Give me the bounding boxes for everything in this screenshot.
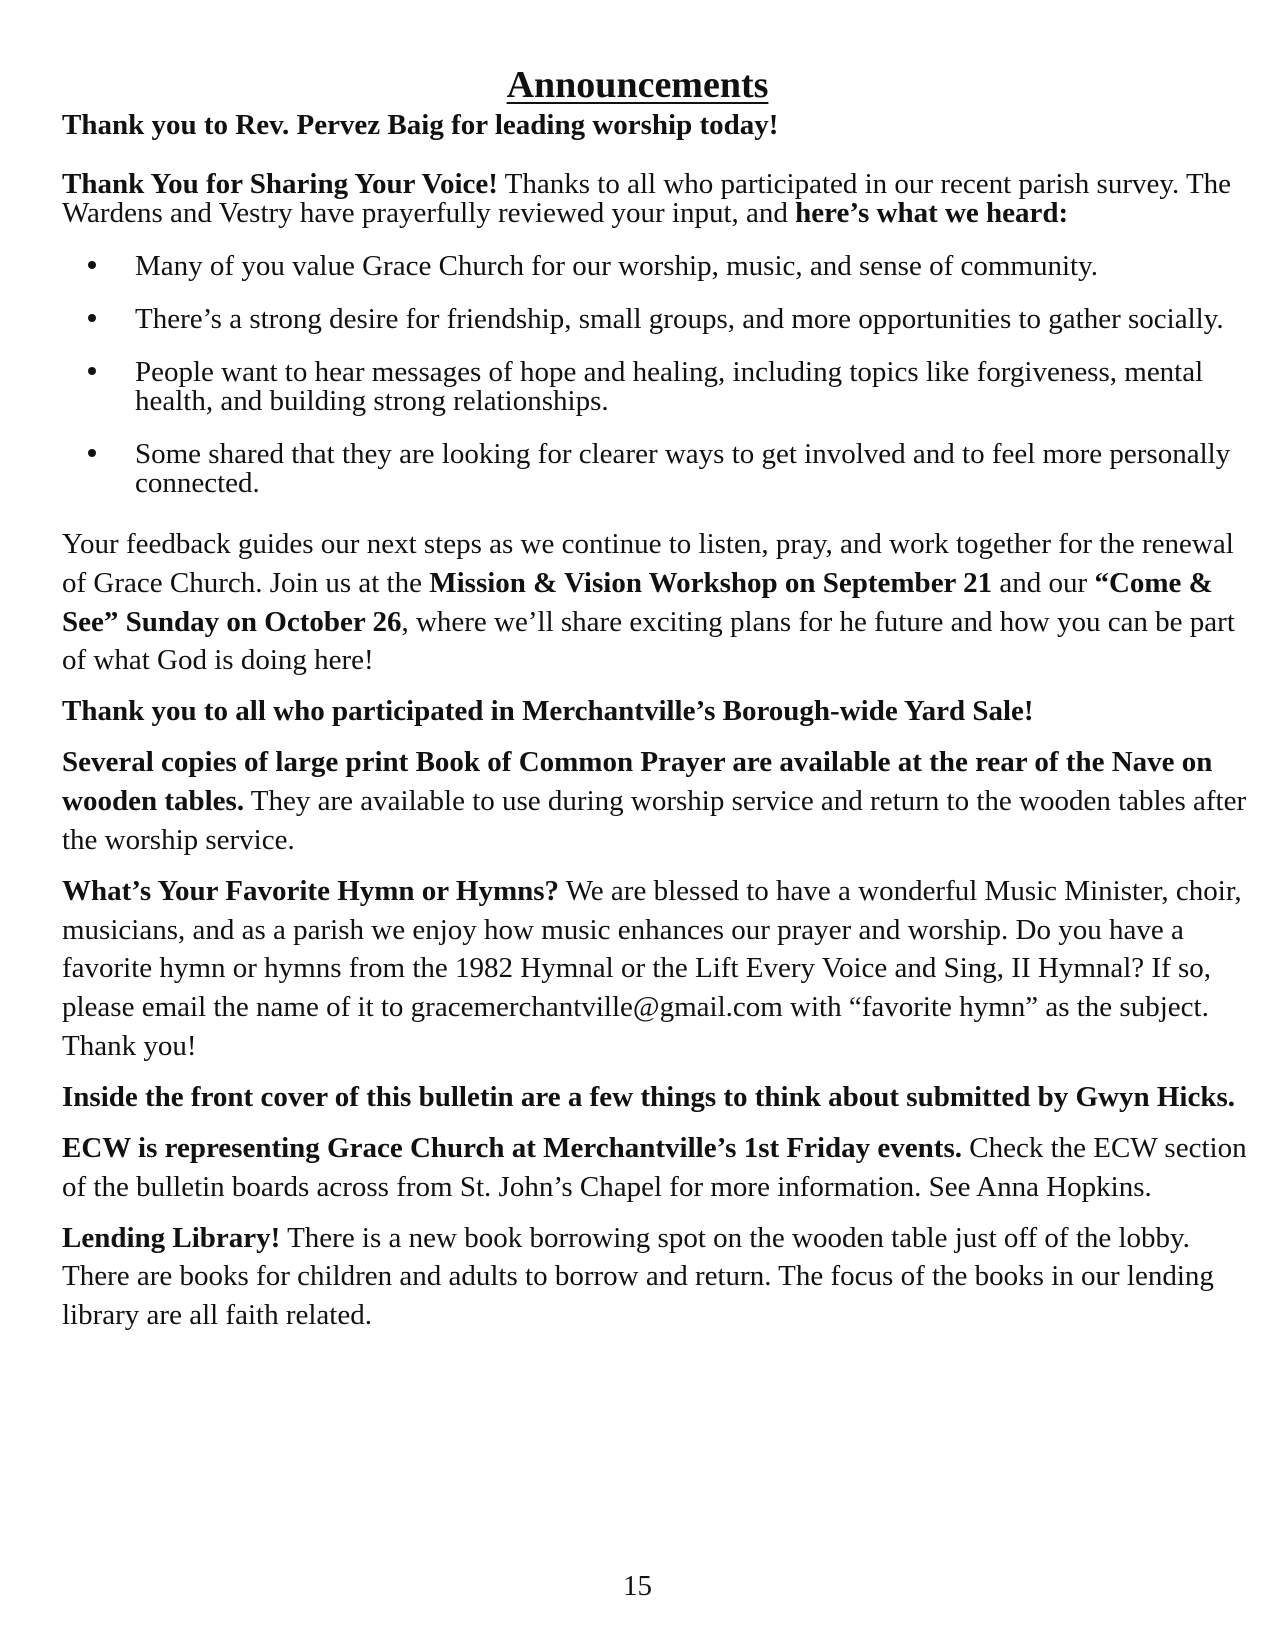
yard-sale-text: Thank you to all who participated in Merchantville’s Borough-wide Yard Sale! xyxy=(62,695,1034,728)
hymn-heading: What’s Your Favorite Hymn or Hymns? xyxy=(62,874,560,907)
bullet-icon xyxy=(88,261,96,269)
survey-finding-text: People want to hear messages of hope and healing, including topics like forgiveness, mental health, and building strong relationships. xyxy=(135,355,1204,417)
hymn-announcement xyxy=(62,872,1252,1066)
bullet-icon xyxy=(88,449,96,457)
feedback-text-2: and our xyxy=(992,566,1095,599)
ecw-text: Check the ECW section of the bulletin boards across from St. John’s Chapel for more information. See Anna Hopkins. xyxy=(62,1131,1247,1203)
survey-heard: here’s what we heard: xyxy=(795,196,1069,229)
list-item xyxy=(62,355,1252,417)
prayer-book-announcement xyxy=(62,743,1252,860)
announcements-content xyxy=(62,106,1252,1347)
page-number: 15 xyxy=(623,1570,652,1602)
survey-finding-text: Many of you value Grace Church for our worship, music, and sense of community. xyxy=(135,249,1098,282)
feedback-text-1: Your feedback guides our next steps as we continue to listen, pray, and work together for the renewal of Grace Church. Join us at the xyxy=(62,527,1234,599)
survey-intro xyxy=(62,167,1252,229)
survey-intro-text: Thanks to all who participated in our recent parish survey. The Wardens and Vestry have prayerfully reviewed your input, and xyxy=(62,167,1232,229)
feedback-text-3: , where we’ll share exciting plans for he future and how you can be part of what God is doing here! xyxy=(62,605,1235,677)
thanks-rev-announcement xyxy=(62,106,1252,145)
list-item xyxy=(62,302,1252,335)
ecw-announcement xyxy=(62,1129,1252,1207)
ecw-heading: ECW is representing Grace Church at Merchantville’s 1st Friday events. xyxy=(62,1131,962,1164)
survey-findings-list xyxy=(62,249,1252,499)
thanks-rev-text: Thank you to Rev. Pervez Baig for leading worship today! xyxy=(62,109,779,141)
yard-sale-announcement xyxy=(62,692,1252,731)
lending-library-text: There is a new book borrowing spot on the wooden table just off of the lobby. There are books for children and adults to borrow and return. The focus of the books in our lending library are all faith related. xyxy=(62,1221,1214,1332)
front-cover-text: Inside the front cover of this bulletin are a few things to think about submitted by Gwyn Hicks. xyxy=(62,1081,1236,1114)
page-title: Announcements xyxy=(506,64,769,107)
lending-library-announcement xyxy=(62,1219,1252,1336)
feedback-paragraph xyxy=(62,525,1252,680)
survey-finding-text: Some shared that they are looking for clearer ways to get involved and to feel more personally connected. xyxy=(135,437,1231,499)
prayer-book-heading: Several copies of large print Book of Common Prayer are available at the rear of the Nave on wooden tables. xyxy=(62,746,1213,818)
survey-heading: Thank You for Sharing Your Voice! xyxy=(62,167,498,200)
workshop-date: Mission & Vision Workshop on September 21 xyxy=(429,566,993,599)
survey-finding-text: There’s a strong desire for friendship, small groups, and more opportunities to gather socially. xyxy=(135,302,1224,335)
front-cover-announcement xyxy=(62,1078,1252,1117)
list-item xyxy=(62,437,1252,499)
come-and-see-date: “Come & See” Sunday on October 26 xyxy=(62,566,1213,638)
hymn-text: We are blessed to have a wonderful Music Minister, choir, musicians, and as a parish we enjoy how music enhances our prayer and worship. Do you have a favorite hymn or hymns from the 1982 Hymnal or the Lift Every Voice and Sing, II Hymnal? If so, please email the name of it to gracemerchantville@gmail.com with “favorite hymn” as the subject. Thank you! xyxy=(62,874,1242,1063)
list-item xyxy=(62,249,1252,282)
prayer-book-text: They are available to use during worship service and return to the wooden tables after the worship service. xyxy=(62,785,1247,856)
bullet-icon xyxy=(88,314,96,322)
bullet-icon xyxy=(88,367,96,375)
lending-library-heading: Lending Library! xyxy=(62,1221,281,1254)
